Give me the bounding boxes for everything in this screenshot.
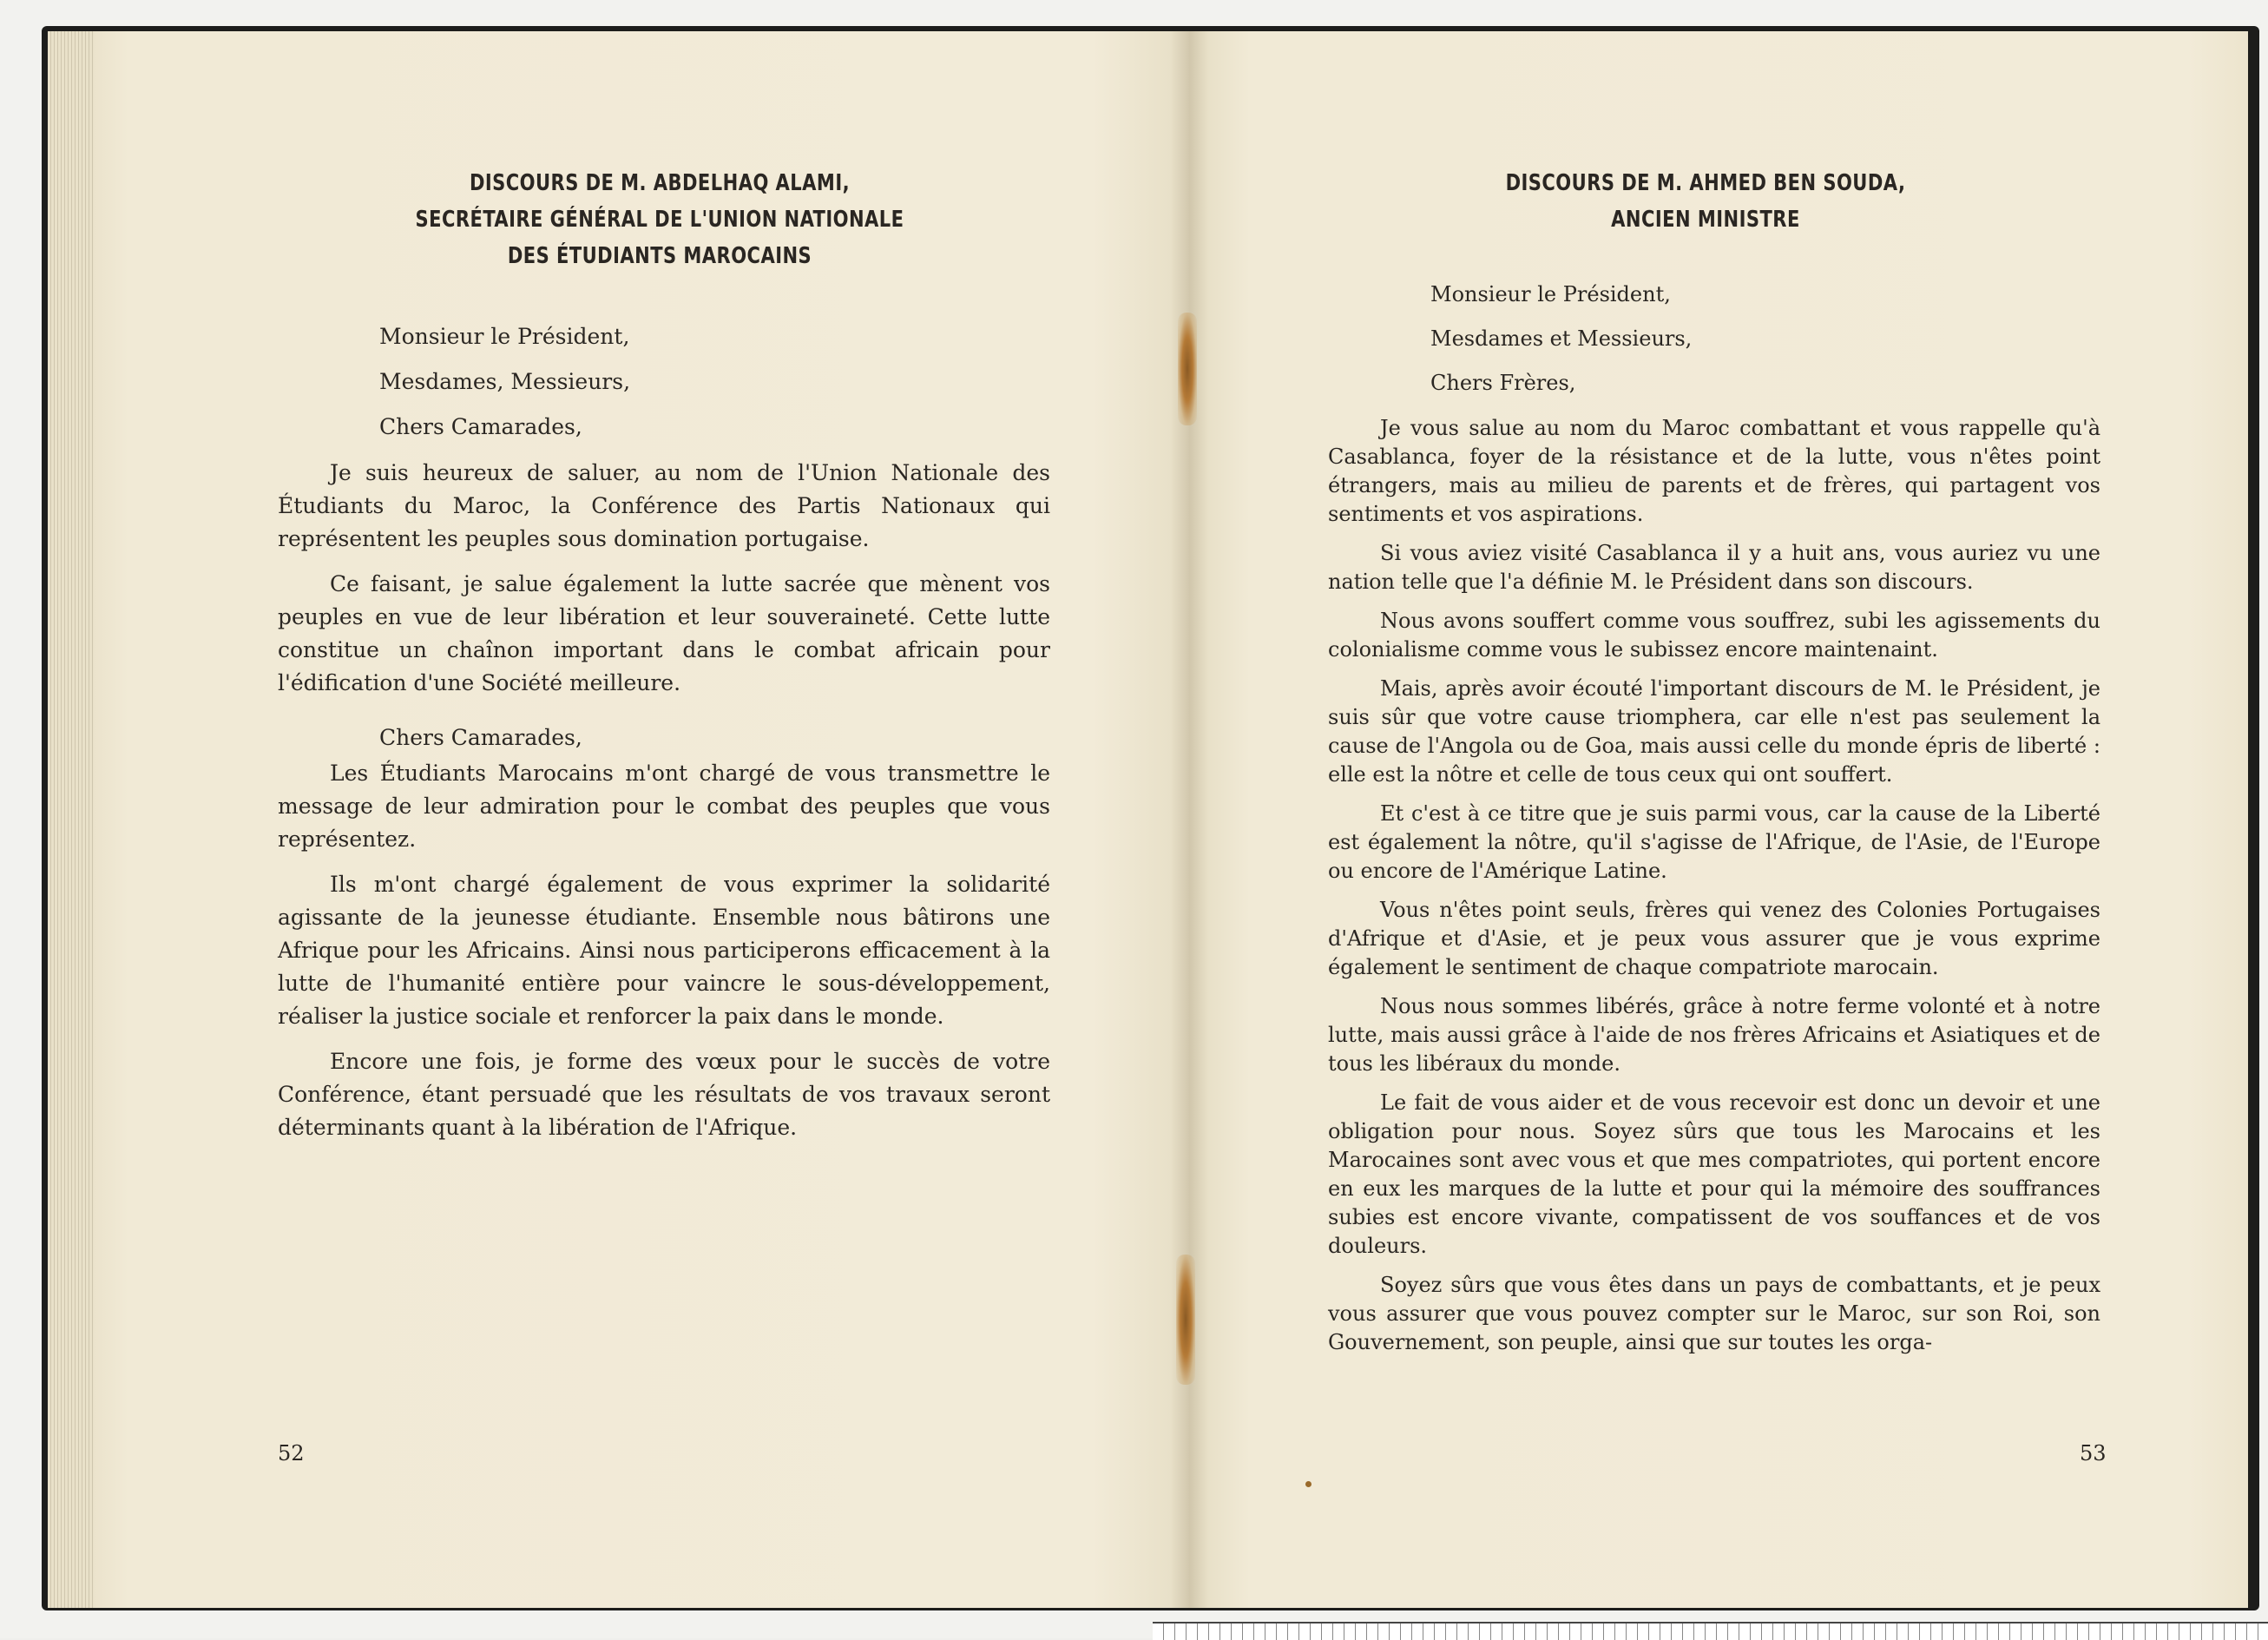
left-salutation-list — [278, 314, 1050, 450]
right-salutation-3: Chers Frères, — [1430, 371, 1576, 395]
left-page-text — [278, 165, 1050, 1144]
left-paragraph-2: Ce faisant, je salue également la lutte sacrée que mènent vos peuples en vue de leur libération et leur souveraineté. Cette lutte constitue un chaînon important dans le combat africain pour l'édification d'une Société meilleure. — [278, 571, 1050, 695]
left-paragraph-5: Encore une fois, je forme des vœux pour le succès de votre Conférence, étant persuadé que les résultats de vos travaux seront déterminants quant à la libération de l'Afrique. — [278, 1049, 1050, 1140]
left-paragraph-3: Les Étudiants Marocains m'ont chargé de vous transmettre le message de leur admiration pour le combat des peuples que vous représentez. — [278, 761, 1050, 852]
right-paragraph-2: Si vous aviez visité Casablanca il y a huit ans, vous auriez vu une nation telle que l'a définie M. le Président dans son discours. — [1328, 541, 2100, 594]
right-paragraph-3: Nous avons souffert comme vous souffrez, subi les agissements du colonialisme comme vous le subissez encore maintenaint. — [1328, 609, 2100, 662]
right-paragraph-8: Le fait de vous aider et de vous recevoir est donc un devoir et une obligation pour nous. Soyez sûrs que tous les Marocains et les Marocaines sont avec vous et que mes compatriotes, qui portent encore en eux les marques de la lutte et pour qui la mémoire des souffrances subies est encore vivante, compatissent de vos souffances et de vos douleurs. — [1328, 1090, 2100, 1258]
left-salutation-3: Chers Camarades, — [379, 414, 582, 439]
right-paragraph-5: Et c'est à ce titre que je suis parmi vous, car la cause de la Liberté est également la nôtre, qu'il s'agisse de l'Afrique, de l'Asie, de l'Europe ou encore de l'Amérique Latine. — [1328, 801, 2100, 883]
left-page-title: DISCOURS DE M. ABDELHAQ ALAMI, SECRÉTAIRE GÉNÉRAL DE L'UNION NATIONALE DES ÉTUDIANTS MAROCAINS — [415, 170, 904, 269]
right-paragraph-9: Soyez sûrs que vous êtes dans un pays de combattants, et je peux vous assurer que vous pouvez compter sur le Maroc, sur son Roi, son Gouvernement, son peuple, ainsi que sur toutes les orga- — [1328, 1273, 2100, 1354]
left-page-number: 52 — [278, 1441, 305, 1465]
right-paragraph-1: Je vous salue au nom du Maroc combattant et vous rappelle qu'à Casablanca, foyer de la résistance et de la lutte, vous n'êtes point étrangers, mais au milieu de parents et de frères, qui partagent vos sentiments et vos aspirations. — [1328, 416, 2100, 526]
right-salutation-2: Mesdames et Messieurs, — [1430, 326, 1693, 351]
left-salutation-1: Monsieur le Président, — [379, 324, 630, 349]
right-page-number: 53 — [2080, 1441, 2107, 1465]
right-paragraph-6: Vous n'êtes point seuls, frères qui venez des Colonies Portugaises d'Afrique et d'Asie, et je peux vous assurer que je vous exprime également le sentiment de chaque compatriote marocain. — [1328, 898, 2100, 979]
scale-ruler — [1153, 1622, 2268, 1640]
right-salutation-list — [1328, 273, 2100, 405]
left-paragraph-1: Je suis heureux de saluer, au nom de l'Union Nationale des Étudiants du Maroc, la Conférence des Partis Nationaux qui représentent les peuples sous domination portugaise. — [278, 460, 1050, 551]
right-page-text — [1328, 165, 2100, 1357]
right-page-title: DISCOURS DE M. AHMED BEN SOUDA, ANCIEN MINISTRE — [1505, 170, 1906, 233]
page-stack-edges — [48, 31, 100, 1608]
right-paragraph-7: Nous nous sommes libérés, grâce à notre ferme volonté et à notre lutte, mais aussi grâce à l'aide de nos frères Africains et Asiatiques et de tous les libéraux du monde. — [1328, 994, 2100, 1076]
left-salutation-2: Mesdames, Messieurs, — [379, 369, 631, 394]
left-paragraph-4: Ils m'ont chargé également de vous exprimer la solidarité agissante de la jeunesse étudiante. Ensemble nous bâtirons une Afrique pour les Africains. Ainsi nous participerons efficacement à la lutte de l'humanité entière pour vaincre le sous-développement, réaliser la justice sociale et renforcer la paix dans le monde. — [278, 872, 1050, 1029]
right-salutation-1: Monsieur le Président, — [1430, 282, 1671, 306]
right-paragraph-4: Mais, après avoir écouté l'important discours de M. le Président, je suis sûr que votre cause triomphera, car elle n'est pas seulement la cause de l'Angola ou de Goa, mais aussi celle du monde épris de liberté : elle est la nôtre et celle de tous ceux qui ont souffert. — [1328, 676, 2100, 787]
staple-rust-top — [1178, 313, 1197, 425]
rust-spot — [1305, 1481, 1311, 1487]
left-salutation-mid: Chers Camarades, — [379, 725, 582, 750]
staple-rust-bottom — [1176, 1255, 1195, 1385]
